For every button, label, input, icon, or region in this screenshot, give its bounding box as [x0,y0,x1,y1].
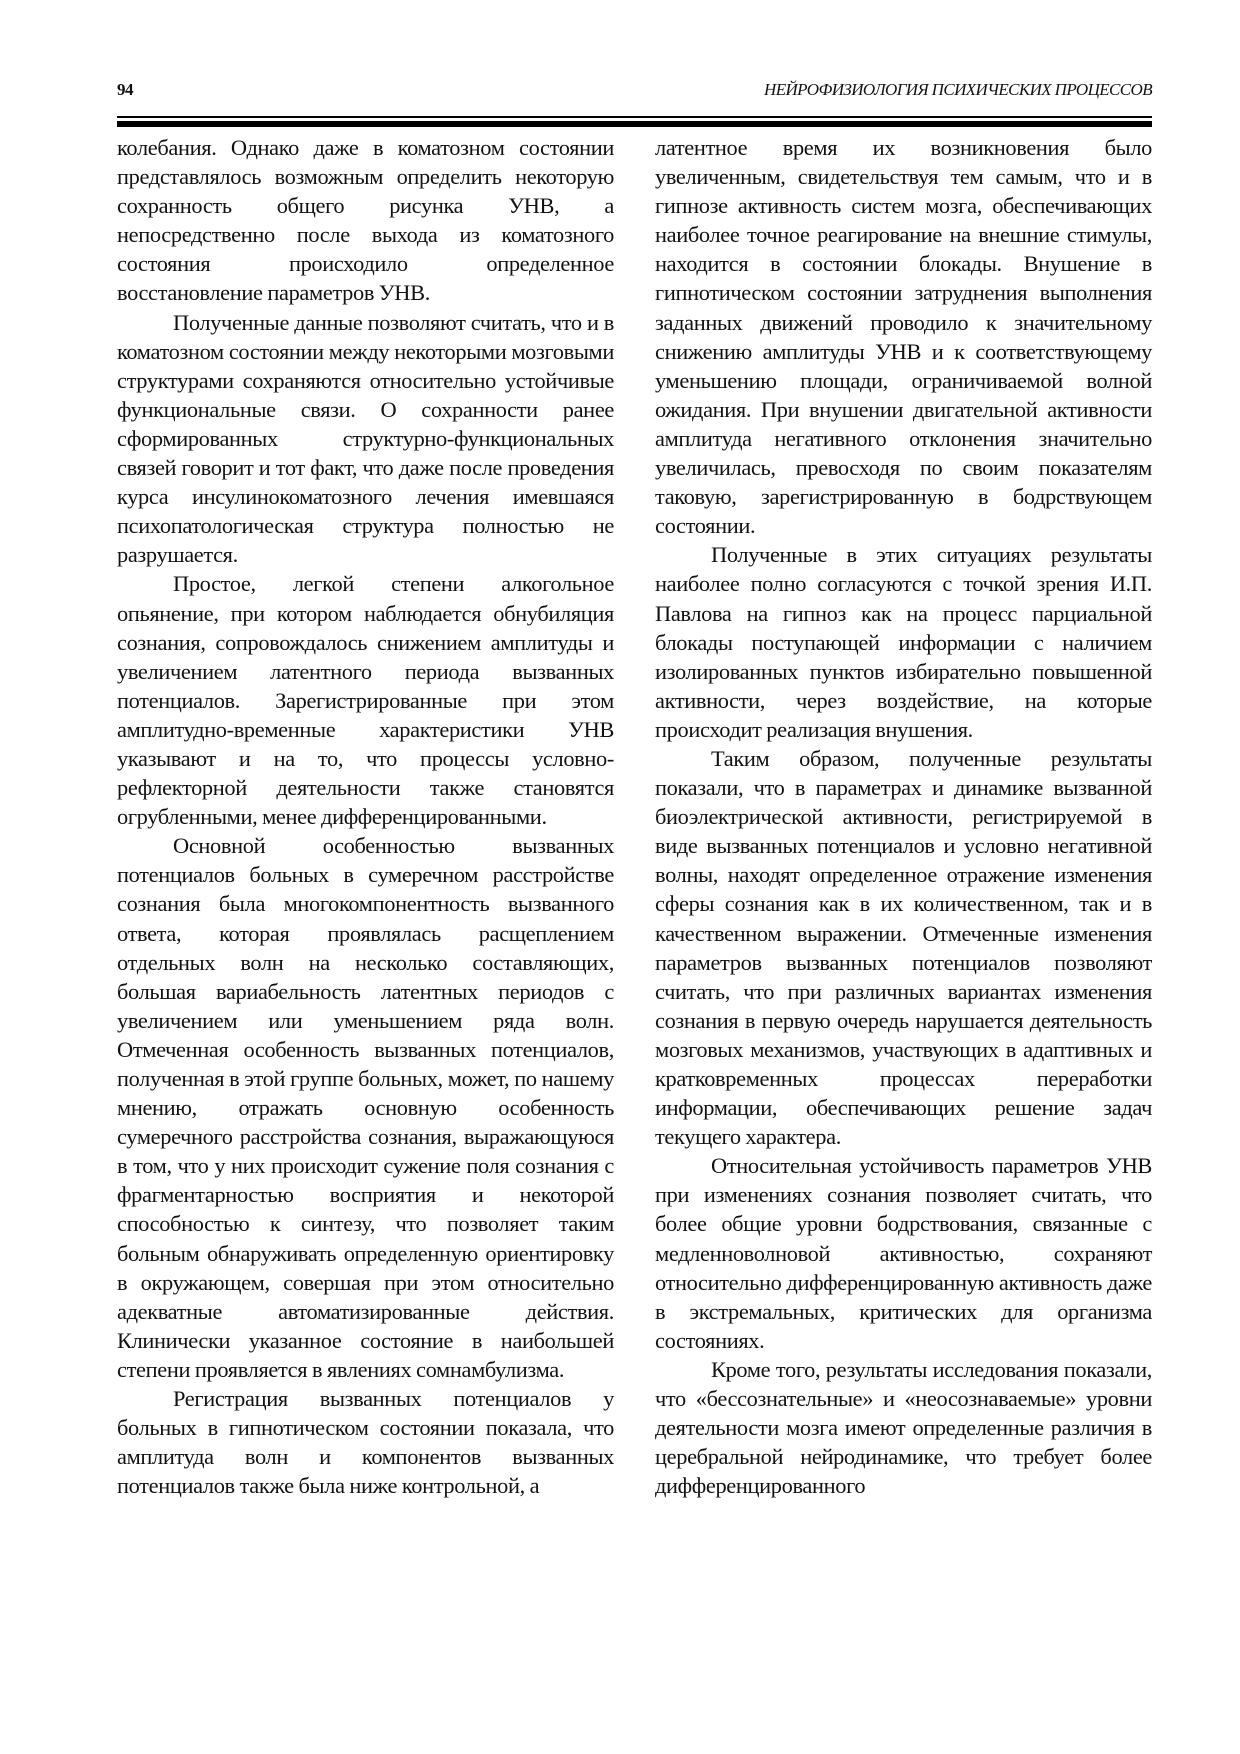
paragraph: Относительная устойчивость параметров УНВ при изменениях сознания позволяет считать, что более общие уровни бодрствования, связанные с медленноволновой активностью, сохраняют относительно дифференцированную активность даже в экстремальных, критических для организма состояниях. [655,1153,1152,1353]
paragraph: Таким образом, полученные результаты показали, что в параметрах и динамике вызванной биоэлектрической активности, регистрируемой в виде вызванных потенциалов и условно негативной волны, находят определенное отражение изменения сферы сознания как в их количественном, так и в качественном выражении. Отмеченные изменения параметров вызванных потенциалов позволяют считать, что при различных вариантах изменения сознания в первую очередь нарушается деятельность мозговых механизмов, участвующих в адаптивных и кратковременных процессах переработки информации, обеспечивающих решение задач текущего характера. [655,745,1152,1150]
paragraph: Основной особенностью вызванных потенциалов больных в сумеречном расстройстве сознания была многокомпонентность вызванного ответа, которая проявлялась расщеплением отдельных волн на несколько составляющих, большая вариабельность латентных периодов с увеличением или уменьшением ряда волн. Отмеченная особенность вызванных потенциалов, полученная в этой группе больных, может, по нашему мнению, отражать основную особенность сумеречного расстройства сознания, выражающуюся в том, что у них происходит сужение поля сознания с фрагментарностью восприятия и некоторой способностью к синтезу, что позволяет таким больным обнаруживать определенную ориентировку в окружающем, совершая при этом относительно адекватные автоматизированные действия. Клинически указанное состояние в наибольшей степени проявляется в явлениях сомнамбулизма. [117,833,614,1382]
running-head [117,80,1152,106]
paragraph: колебания. Однако даже в коматозном состоянии представлялось возможным определить некоторую сохранность общего рисунка УНВ, а непосредственно после выхода из коматозного состояния происходило определенное восстановление параметров УНВ. [117,135,614,306]
right-column [655,133,1152,1500]
paragraph: латентное время их возникновения было увеличенным, свидетельствуя тем самым, что и в гипнозе активность систем мозга, обеспечивающих наиболее точное реагирование на внешние стимулы, находится в состоянии блокады. Внушение в гипнотическом состоянии затруднения выполнения заданных движений проводило к значительному снижению амплитуды УНВ и к соответствующему уменьшению площади, ограничиваемой волной ожидания. При внушении двигательной активности амплитуда негативного отклонения значительно увеличилась, превосходя по своим показателям таковую, зарегистрированную в бодрствующем состоянии. [655,135,1152,539]
left-column [117,133,614,1500]
paragraph: Регистрация вызванных потенциалов у больных в гипнотическом состоянии показала, что амплитуда волн и компонентов вызванных потенциалов также была ниже контрольной, а [117,1386,614,1499]
paragraph: Простое, легкой степени алкогольное опьянение, при котором наблюдается обнубиляция сознания, сопровождалось снижением амплитуды и увеличением латентного периода вызванных потенциалов. Зарегистрированные при этом амплитудно-временные характеристики УНВ указывают и на то, что процессы условно-рефлекторной деятельности также становятся огрубленными, менее дифференцированными. [117,571,614,830]
page-number: 94 [117,80,133,99]
paragraph: Кроме того, результаты исследования показали, что «бессознательные» и «неосознаваемые» уровни деятельности мозга имеют определенные различия в церебральной нейродинамике, что требует более дифференцированного [655,1356,1152,1499]
paragraph: Полученные в этих ситуациях результаты наиболее полно согласуются с точкой зрения И.П. Павлова на гипноз как на процесс парциальной блокады поступающей информации с наличием изолированных пунктов избирательно повышенной активности, через воздействие, на которые происходит реализация внушения. [655,542,1152,742]
paragraph: Полученные данные позволяют считать, что и в коматозном состоянии между некоторыми мозговыми структурами сохраняются относительно устойчивые функциональные связи. О сохранности ранее сформированных структурно-функциональных связей говорит и тот факт, что даже после проведения курса инсулинокоматозного лечения имевшаяся психопатологическая структура полностью не разрушается. [117,309,614,568]
document-page [117,0,1152,1754]
header-rule-thin [117,116,1152,118]
header-rule-thick [117,121,1152,127]
running-title: НЕЙРОФИЗИОЛОГИЯ ПСИХИЧЕСКИХ ПРОЦЕССОВ [764,80,1152,99]
